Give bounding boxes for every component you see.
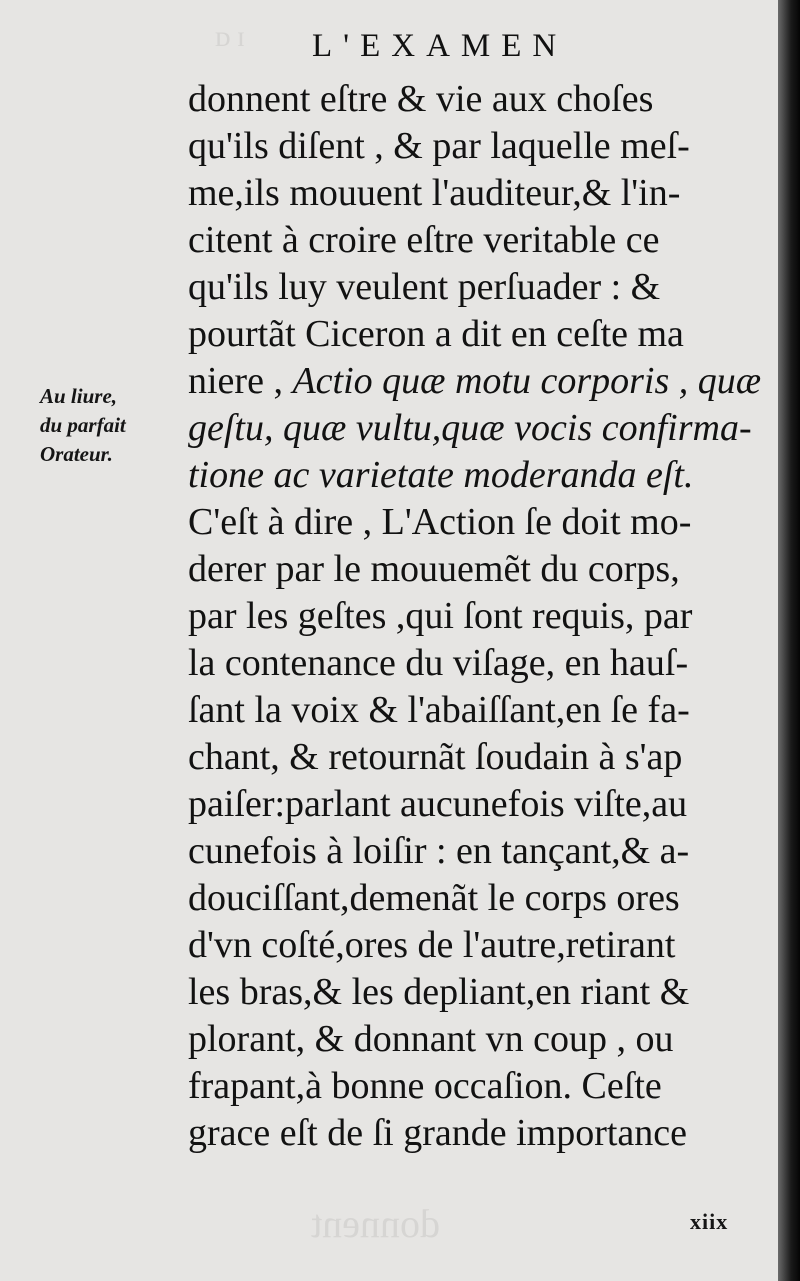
bleed-through-top: ᴅɪ (215, 20, 252, 53)
marginal-note (40, 382, 190, 469)
text-line: me,ils mouuent l'auditeur,& l'in- (188, 172, 681, 214)
text-line: ſant la voix & l'abaiſſant,en ſe fa- (188, 689, 690, 731)
latin-quotation-line: geſtu, quæ vultu,quæ vocis confirma- (188, 407, 752, 449)
text-line: plorant, & donnant vn coup , ou (188, 1018, 674, 1060)
page-edge-shadow (778, 0, 800, 1281)
marginal-note-line: Au liure, (40, 384, 118, 408)
text-line-roman: niere , (188, 360, 293, 402)
text-line (188, 358, 762, 405)
text-line: la contenance du viſage, en hauſ- (188, 642, 689, 684)
signature-mark: xiix (690, 1209, 729, 1234)
text-line: chant, & retournãt ſoudain à s'ap (188, 736, 683, 778)
running-head: L'EXAMEN (312, 28, 568, 64)
marginal-note-line: du parfait (40, 413, 126, 437)
bleed-through-catchword: donnent (311, 1201, 440, 1246)
text-line: donnent eſtre & vie aux choſes (188, 78, 654, 120)
text-line: douciſſant,demenãt le corps ores (188, 877, 680, 919)
text-line: qu'ils luy veulent perſuader : & (188, 266, 661, 308)
text-line: derer par le mouuemẽt du corps, (188, 548, 680, 590)
text-line: frapant,à bonne occaſion. Ceſte (188, 1065, 662, 1107)
marginal-note-line: Orateur. (40, 442, 113, 466)
text-line: pourtãt Ciceron a dit en ceſte ma (188, 313, 684, 355)
text-line: cunefois à loiſir : en tançant,& a- (188, 830, 690, 872)
text-line: C'eſt à dire , L'Action ſe doit mo- (188, 501, 692, 543)
text-line: grace eſt de ſi grande importance (188, 1112, 688, 1154)
latin-quotation: Actio quæ motu corporis , quæ (292, 360, 762, 402)
text-line: les bras,& les depliant,en riant & (188, 971, 690, 1013)
body-text (188, 76, 762, 1157)
text-line: paiſer:parlant aucunefois viſte,au (188, 783, 688, 825)
text-line: qu'ils diſent , & par laquelle meſ- (188, 125, 690, 167)
text-line: par les geſtes ,qui ſont requis, par (188, 595, 693, 637)
text-line: d'vn coſté,ores de l'autre,retirant (188, 924, 676, 966)
latin-quotation-line: tione ac varietate moderanda eſt. (188, 454, 694, 496)
text-line: citent à croire eſtre veritable ce (188, 219, 660, 261)
